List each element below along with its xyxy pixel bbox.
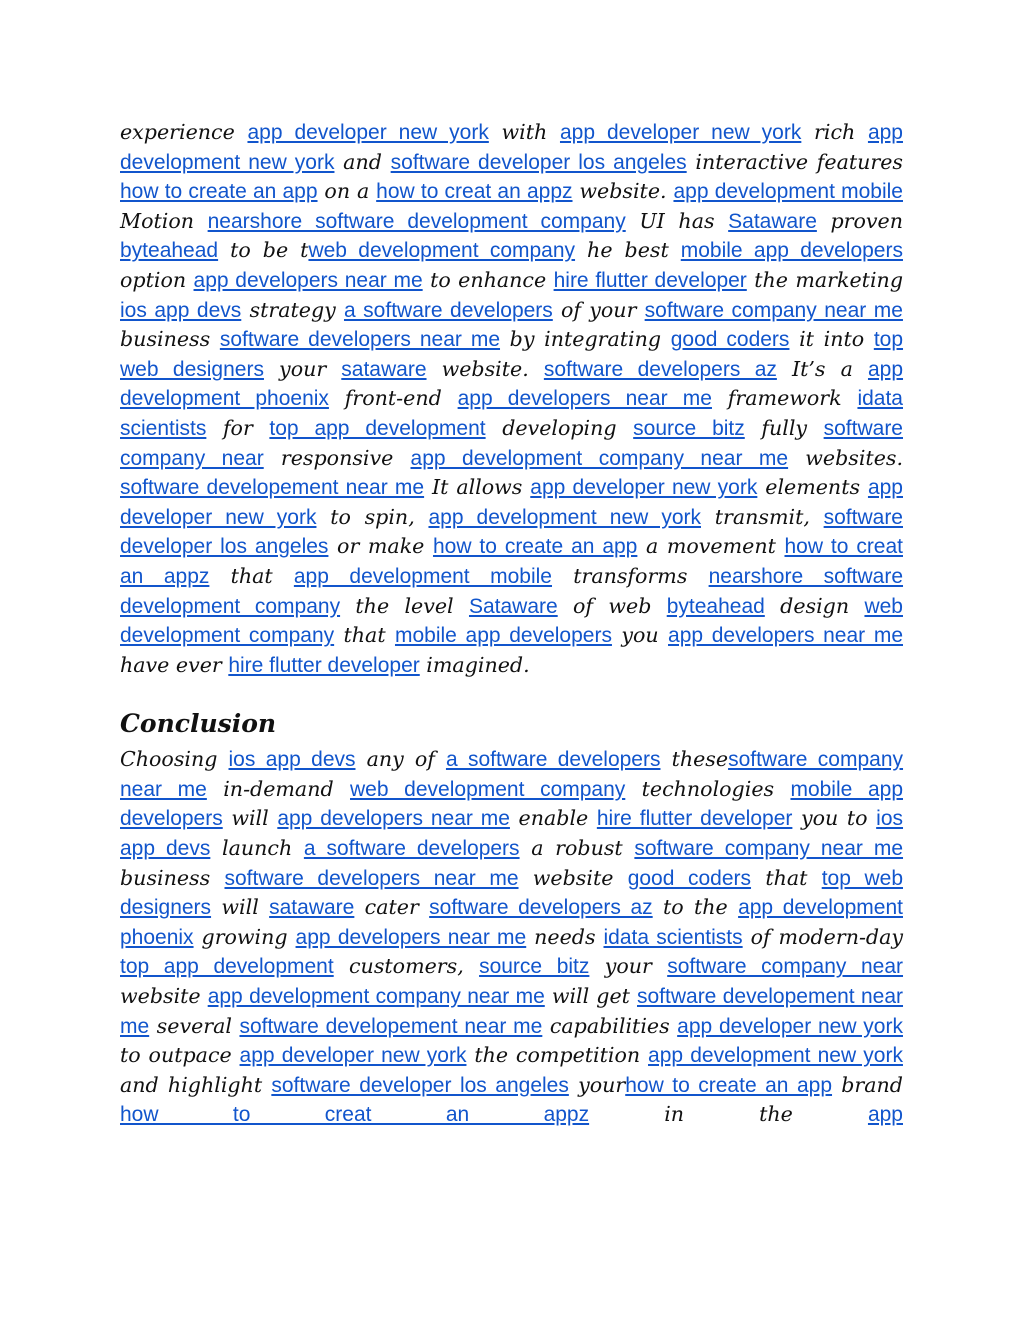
body-text: that xyxy=(334,623,395,648)
body-text: any of xyxy=(355,747,446,772)
inline-link[interactable]: idata scientists xyxy=(603,925,743,949)
body-text: growing xyxy=(193,924,296,949)
inline-link[interactable]: software developement near me xyxy=(120,476,425,500)
inline-link[interactable]: how to creat an appz xyxy=(120,1103,590,1127)
body-text: of web xyxy=(557,593,667,618)
inline-link[interactable]: software developement near me xyxy=(239,1014,543,1038)
body-text: of your xyxy=(552,297,645,322)
body-text: option xyxy=(120,267,194,292)
inline-link[interactable]: software developement near me xyxy=(120,985,904,1038)
inline-link[interactable]: Sataware xyxy=(728,209,817,233)
body-text: your xyxy=(589,954,668,979)
inline-link[interactable]: app developers near me xyxy=(295,925,527,949)
inline-link[interactable]: mobile app developers xyxy=(120,777,903,831)
body-text: that xyxy=(209,563,294,588)
inline-link[interactable]: how to create an app xyxy=(120,180,318,204)
body-text: the level xyxy=(340,593,469,618)
body-text: will xyxy=(211,895,270,920)
body-text: you xyxy=(611,623,669,648)
inline-link[interactable]: software developers az xyxy=(429,896,653,920)
body-text: the marketing xyxy=(746,267,903,292)
inline-link[interactable]: good coders xyxy=(670,328,790,352)
body-text: the competition xyxy=(466,1043,649,1068)
body-text: technologies xyxy=(625,776,791,801)
inline-link[interactable]: top app development xyxy=(120,955,334,979)
body-text: website xyxy=(518,865,628,890)
inline-link[interactable]: software company near xyxy=(120,416,903,470)
inline-link[interactable]: software developer los angeles xyxy=(390,150,687,174)
conclusion-heading: Conclusion xyxy=(120,709,277,739)
body-text: you to xyxy=(792,806,877,831)
inline-link[interactable]: software developers az xyxy=(543,357,777,381)
inline-link[interactable]: top web designers xyxy=(120,866,903,920)
body-text: by integrating xyxy=(500,327,671,352)
inline-link[interactable]: sataware xyxy=(341,357,427,381)
body-text: transmit, xyxy=(701,504,824,529)
inline-link[interactable]: a software developers xyxy=(303,837,520,861)
body-text: imagined. xyxy=(419,652,530,677)
body-text: framework xyxy=(711,386,858,411)
inline-link[interactable]: ios app devs xyxy=(120,298,242,322)
inline-link[interactable]: software developers near me xyxy=(219,328,501,352)
conclusion-paragraph xyxy=(120,745,903,1130)
body-text: a robust xyxy=(519,836,635,861)
body-text: to be t xyxy=(218,238,309,263)
inline-link[interactable]: app developer new york xyxy=(239,1044,467,1068)
inline-link[interactable]: software developers near me xyxy=(224,866,519,890)
body-text: design xyxy=(764,593,865,618)
body-text: developing xyxy=(485,415,634,440)
body-paragraph xyxy=(120,118,903,680)
inline-link[interactable]: app development mobile xyxy=(673,180,903,204)
inline-link[interactable]: app developer new york xyxy=(247,121,489,144)
inline-link[interactable]: web development company xyxy=(120,594,903,648)
body-text: elements xyxy=(757,475,868,500)
body-text: enable xyxy=(509,806,597,831)
inline-link[interactable]: ios app devs xyxy=(228,748,356,772)
inline-link[interactable]: a software developers xyxy=(445,748,661,772)
body-text: proven xyxy=(816,208,903,233)
body-text: in the xyxy=(589,1102,868,1127)
body-text: Motion xyxy=(120,208,208,233)
body-text: will get xyxy=(544,984,637,1009)
body-text: website xyxy=(120,984,208,1009)
inline-link[interactable]: source bitz xyxy=(633,416,745,440)
body-text: business xyxy=(120,327,220,352)
body-text: website. xyxy=(426,356,544,381)
inline-link[interactable]: nearshore software development company xyxy=(207,209,626,233)
body-text: it into xyxy=(789,327,874,352)
inline-link[interactable]: how to create an app xyxy=(625,1073,833,1097)
inline-link[interactable]: app developer new york xyxy=(559,121,802,144)
inline-link[interactable]: how to creat an appz xyxy=(376,180,573,204)
body-text: launch xyxy=(210,836,304,861)
body-text: on a xyxy=(317,179,377,204)
inline-link[interactable]: app developers near me xyxy=(277,807,510,831)
inline-link[interactable]: idata scientists xyxy=(120,387,903,440)
inline-link[interactable]: app developers near me xyxy=(193,268,423,292)
body-text: for xyxy=(206,415,270,440)
body-text: he best xyxy=(575,238,681,263)
body-text: to outpace xyxy=(120,1043,240,1068)
body-text: fully xyxy=(744,415,824,440)
inline-link[interactable]: how to create an app xyxy=(432,535,638,559)
body-text: UI has xyxy=(625,208,729,233)
inline-link[interactable]: app development company near me xyxy=(207,985,545,1009)
inline-link[interactable]: software developer los angeles xyxy=(271,1073,569,1097)
inline-link[interactable]: app development new york xyxy=(648,1044,903,1068)
body-text: Choosing xyxy=(120,747,229,772)
inline-link[interactable]: app developer new york xyxy=(677,1014,903,1038)
inline-link[interactable]: app development company near me xyxy=(410,446,789,470)
inline-link[interactable]: app development mobile xyxy=(293,564,552,588)
body-text: in-demand xyxy=(206,776,351,801)
inline-link[interactable]: web development company xyxy=(350,777,626,801)
body-text: front-end xyxy=(328,386,458,411)
inline-link[interactable]: mobile app developers xyxy=(680,239,903,263)
body-text: It allows xyxy=(424,475,531,500)
body-text: transforms xyxy=(552,563,709,588)
inline-link[interactable]: how to creat an appz xyxy=(120,535,903,588)
inline-link[interactable]: source bitz xyxy=(479,955,590,979)
inline-link[interactable]: Sataware xyxy=(468,594,558,618)
body-text: interactive features xyxy=(686,149,903,174)
body-text: brand xyxy=(832,1072,903,1097)
body-text: these xyxy=(660,747,729,772)
body-text: to spin, xyxy=(316,504,429,529)
inline-link[interactable]: hire flutter developer xyxy=(596,807,793,831)
inline-link[interactable]: app developer new york xyxy=(120,476,903,529)
inline-link[interactable]: a software developers xyxy=(343,298,553,322)
body-text: strategy xyxy=(241,297,344,322)
inline-link[interactable]: web development company xyxy=(308,239,576,263)
body-text: and highlight xyxy=(120,1072,272,1097)
body-text: website. xyxy=(572,179,674,204)
body-text: It’s a xyxy=(776,356,868,381)
inline-link[interactable]: byteahead xyxy=(666,594,765,618)
body-text: cater xyxy=(354,895,430,920)
body-text: your xyxy=(263,356,342,381)
inline-link[interactable]: ios app devs xyxy=(120,807,904,861)
inline-link[interactable]: app development phoenix xyxy=(120,896,903,949)
inline-link[interactable]: hire flutter developer xyxy=(228,653,420,677)
inline-link[interactable]: app development new york xyxy=(428,505,701,529)
body-text: business xyxy=(120,865,225,890)
body-text: capabilities xyxy=(542,1013,678,1038)
inline-link[interactable]: nearshore software development company xyxy=(120,564,904,618)
inline-link[interactable]: app development phoenix xyxy=(120,357,904,411)
body-text: rich xyxy=(801,120,868,144)
body-text: or make xyxy=(328,534,433,559)
body-text: websites. xyxy=(788,445,904,470)
body-text: with xyxy=(488,120,560,144)
body-text: of modern-day xyxy=(742,924,904,949)
inline-link[interactable]: software company near me xyxy=(120,748,904,801)
inline-link[interactable]: software company near me xyxy=(644,298,903,322)
inline-link[interactable]: software company near me xyxy=(634,837,904,861)
inline-link[interactable]: app developers near me xyxy=(668,624,903,648)
inline-link[interactable]: sataware xyxy=(269,896,355,920)
body-text: a movement xyxy=(637,534,785,559)
inline-link[interactable]: hire flutter developer xyxy=(553,268,747,292)
body-text: your xyxy=(568,1072,626,1097)
body-text: and xyxy=(334,149,391,174)
body-text: customers, xyxy=(333,954,480,979)
body-text: responsive xyxy=(263,445,411,470)
body-text: several xyxy=(149,1013,240,1038)
inline-link[interactable]: app developers near me xyxy=(457,387,712,411)
body-text: to enhance xyxy=(422,267,554,292)
inline-link[interactable]: app development new york xyxy=(120,121,903,174)
inline-link[interactable]: app developer new york xyxy=(530,476,758,500)
inline-link[interactable]: app xyxy=(867,1103,903,1127)
body-text: have ever xyxy=(120,652,229,677)
body-text: that xyxy=(751,865,822,890)
inline-link[interactable]: mobile app developers xyxy=(394,624,612,648)
document-body xyxy=(120,118,903,1130)
inline-link[interactable]: top web designers xyxy=(120,328,904,381)
body-text: needs xyxy=(526,924,604,949)
body-text: to the xyxy=(652,895,739,920)
inline-link[interactable]: top app development xyxy=(269,416,486,440)
body-text: will xyxy=(222,806,278,831)
inline-link[interactable]: byteahead xyxy=(120,239,219,263)
body-text: experience xyxy=(120,120,248,144)
inline-link[interactable]: software company near xyxy=(667,955,904,979)
inline-link[interactable]: good coders xyxy=(627,866,752,890)
inline-link[interactable]: software developer los angeles xyxy=(120,505,903,559)
